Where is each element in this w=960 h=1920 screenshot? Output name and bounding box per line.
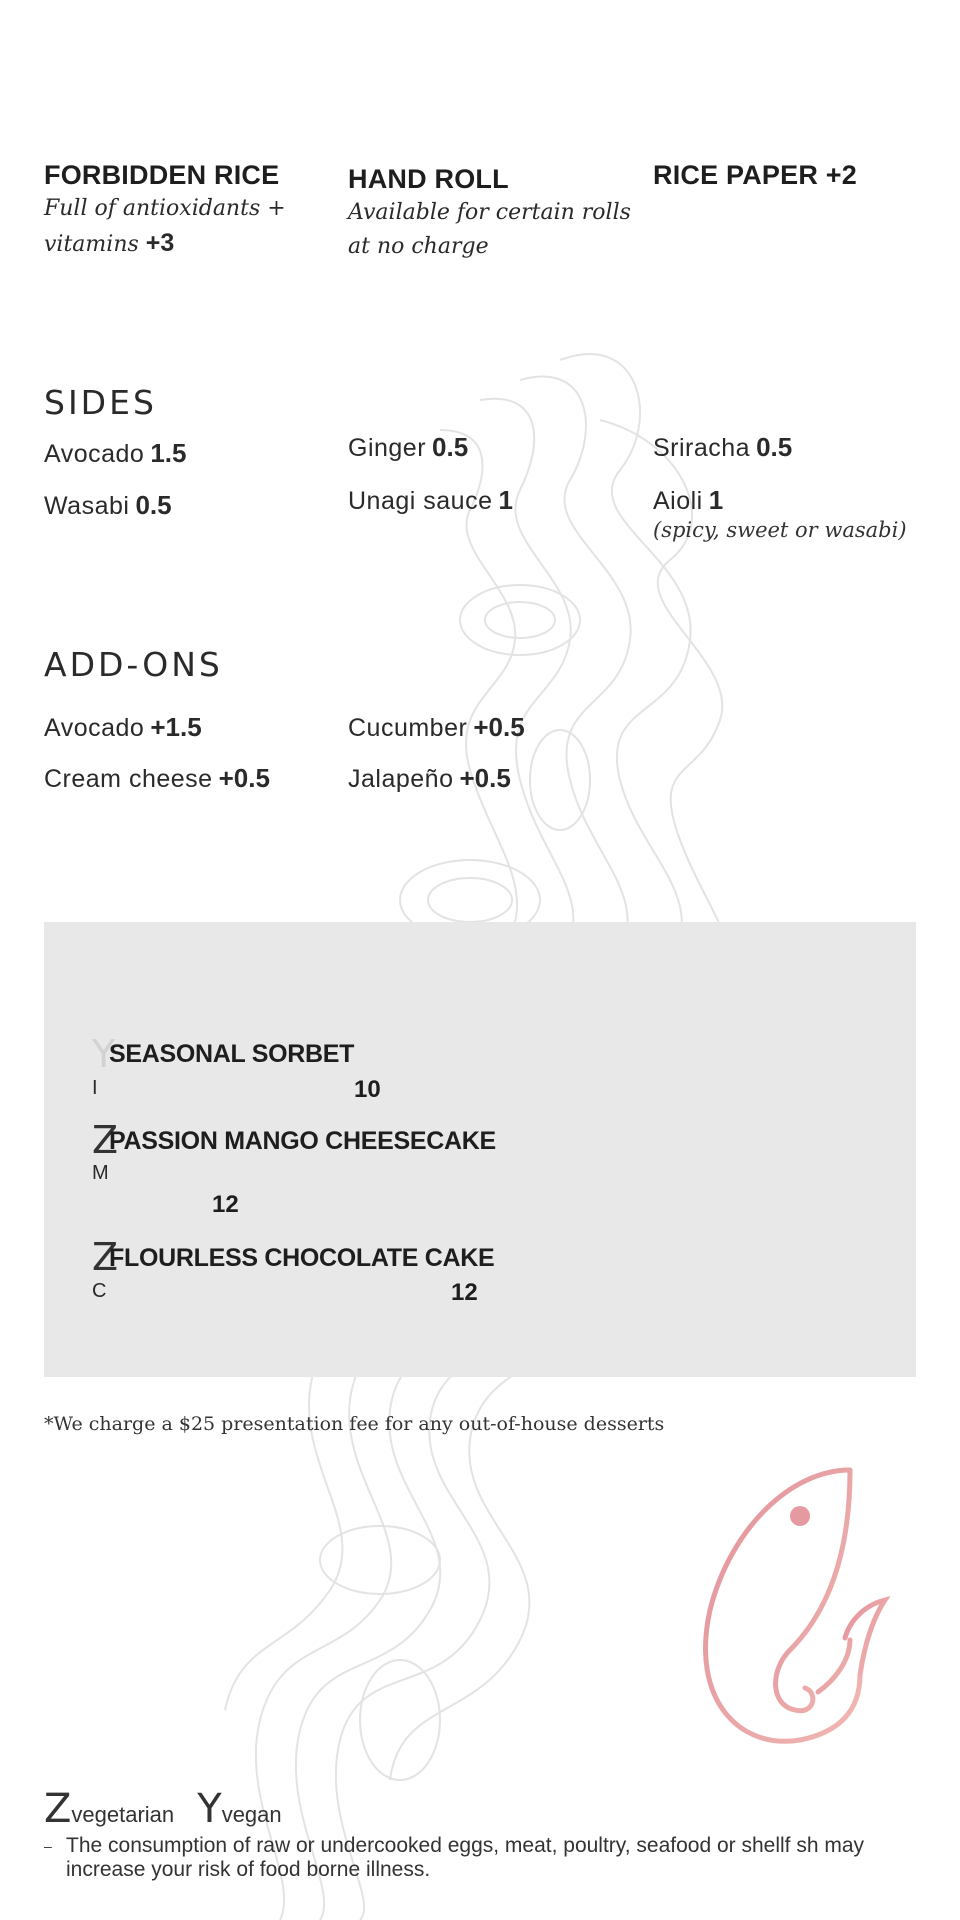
dessert-section (44, 922, 916, 1377)
dessert-title: FLOURLESS CHOCOLATE CAKE (109, 1244, 495, 1272)
option-hand-roll (348, 162, 638, 264)
disclaimer-text: The consumption of raw or undercooked eggs, meat, poultry, seafood or shellf sh may increase your risk of food borne illness. (66, 1834, 865, 1881)
dessert-price: 10 (354, 1076, 381, 1103)
dessert-description: M (92, 1162, 109, 1184)
dietary-legend (44, 1786, 300, 1832)
disclaimer-dash: – (44, 1838, 52, 1854)
addon-item: Cream cheese +0.5 (44, 763, 270, 793)
option-title: RICE PAPER +2 (653, 160, 857, 190)
side-item: Avocado 1.5 (44, 438, 187, 468)
dessert-description: I (92, 1077, 98, 1099)
addon-item: Avocado +1.5 (44, 712, 202, 742)
side-item-note: (spicy, sweet or wasabi) (653, 518, 907, 542)
option-rice-paper (653, 158, 943, 192)
option-forbidden-rice (44, 158, 334, 262)
food-safety-disclaimer (44, 1834, 904, 1882)
sides-heading: SIDES (44, 383, 157, 422)
option-title: FORBIDDEN RICE (44, 160, 280, 190)
addon-item: Cucumber +0.5 (348, 712, 525, 742)
addons-heading: ADD-ONS (44, 645, 223, 684)
option-title: HAND ROLL (348, 164, 509, 194)
side-item: Ginger 0.5 (348, 432, 469, 462)
vegetarian-mark: Z (44, 1786, 72, 1832)
side-item: Sriracha 0.5 (653, 432, 793, 462)
dessert-title: SEASONAL SORBET (109, 1040, 355, 1068)
dessert-description: C (92, 1280, 107, 1302)
option-price: +3 (145, 229, 175, 257)
vegetarian-mark: Z (92, 1118, 119, 1162)
vegan-mark: Y (197, 1786, 222, 1832)
vegan-label: vegan (221, 1802, 282, 1827)
option-description: Full of antioxidants + vitamins +3 (44, 196, 286, 257)
dessert-price: 12 (212, 1191, 239, 1218)
side-item: Wasabi 0.5 (44, 490, 172, 520)
addon-item: Jalapeño +0.5 (348, 763, 511, 793)
dessert-title: PASSION MANGO CHEESECAKE (109, 1127, 496, 1155)
side-item: Unagi sauce 1 (348, 485, 513, 515)
fish-logo-icon (700, 1460, 890, 1750)
side-item: Aioli 1 (653, 485, 724, 515)
dessert-price: 12 (451, 1279, 478, 1306)
vegetarian-label: vegetarian (71, 1802, 175, 1827)
option-description: Available for certain rolls at no charge (348, 200, 631, 259)
presentation-fee-note: *We charge a $25 presentation fee for any out-of-house desserts (44, 1413, 665, 1435)
vegetarian-mark: Z (92, 1235, 119, 1279)
vegan-mark: Y (92, 1032, 116, 1076)
